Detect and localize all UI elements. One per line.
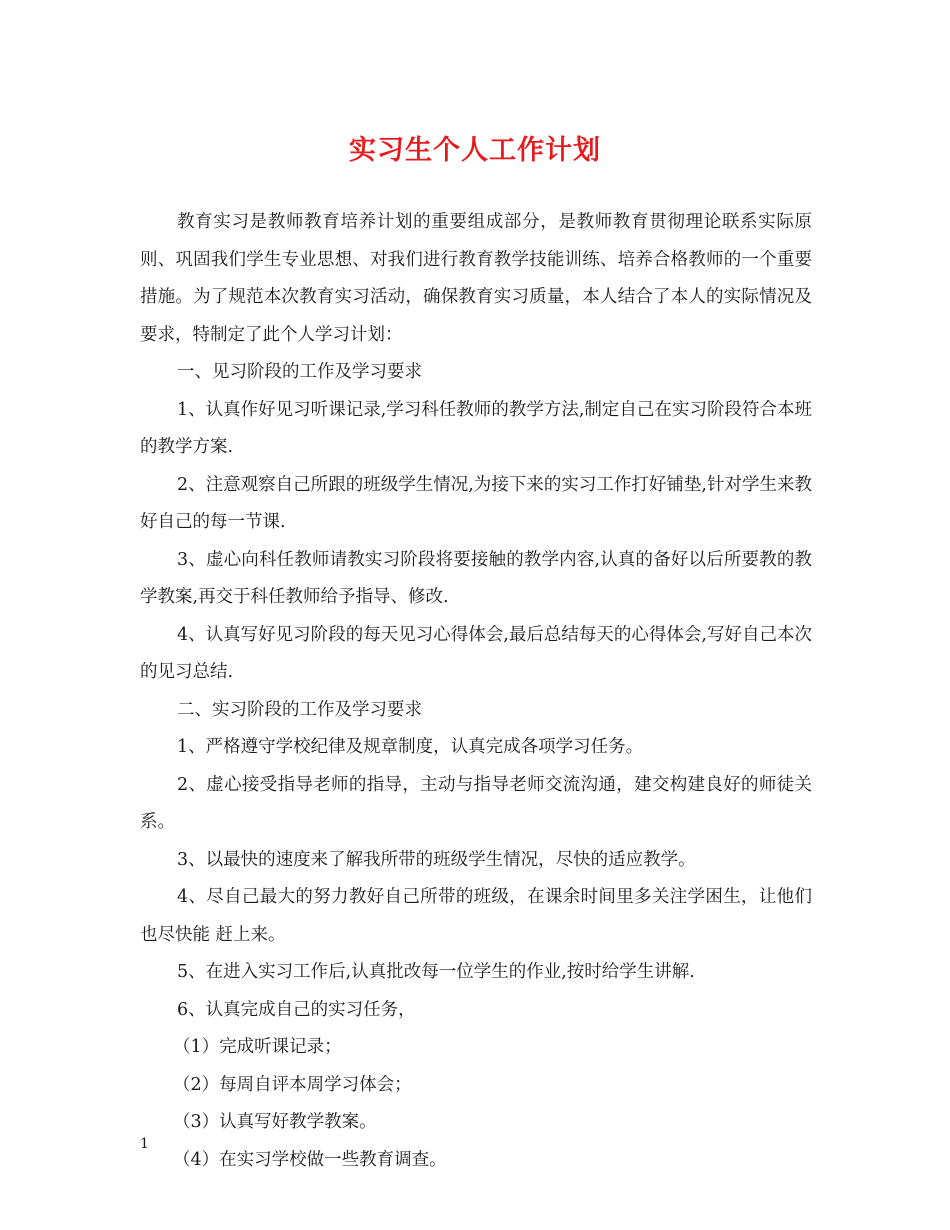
list-item: 4、认真写好见习阶段的每天见习心得体会,最后总结每天的心得体会,写好自己本次的见习总结. [140, 624, 812, 682]
list-item: 3、以最快的速度来了解我所带的班级学生情况，尽快的适应教学。 [177, 849, 696, 870]
list-item: 6、认真完成自己的实习任务， [177, 999, 416, 1020]
intro-paragraph: 教育实习是教师教育培养计划的重要组成部分，是教师教育贯彻理论联系实际原则、巩固我们学生专业思想、对我们进行教育教学技能训练、培养合格教师的一个重要措施。为了规范本次教育实习活动，确保教育实习质量，本人结合了本人的实际情况及要求，特制定了此个人学习计划： [140, 212, 812, 345]
section-heading-2: 二、实习阶段的工作及学习要求 [177, 699, 422, 720]
document-title: 实习生个人工作计划 [349, 135, 601, 166]
page-number: 1 [140, 1136, 149, 1152]
sub-item: （1）完成听课记录； [173, 1037, 342, 1057]
sub-item: （2）每周自评本周学习体会； [173, 1074, 412, 1095]
document-body [140, 204, 812, 1179]
sub-item: （4）在实习学校做一些教育调查。 [173, 1149, 447, 1170]
list-item: 2、注意观察自己所跟的班级学生情况,为接下来的实习工作打好铺垫,针对学生来教好自己的每一节课. [140, 474, 812, 532]
list-item: 2、虚心接受指导老师的指导，主动与指导老师交流沟通，建交构建良好的师徒关系。 [140, 774, 812, 832]
list-item: 4、尽自己最大的努力教好自己所带的班级，在课余时间里多关注学困生，让他们也尽快能 赶上来。 [140, 887, 812, 945]
list-item: 1、严格遵守学校纪律及规章制度，认真完成各项学习任务。 [177, 737, 644, 757]
sub-item: （3）认真写好教学教案。 [173, 1112, 377, 1132]
list-item: 3、虚心向科任教师请教实习阶段将要接触的教学内容,认真的备好以后所要教的教学教案,再交于科任教师给予指导、修改. [140, 549, 812, 607]
section-heading-1: 一、见习阶段的工作及学习要求 [177, 362, 422, 382]
list-item: 5、在进入实习工作后,认真批改每一位学生的作业,按时给学生讲解. [177, 962, 695, 982]
list-item: 1、认真作好见习听课记录,学习科任教师的教学方法,制定自己在实习阶段符合本班的教学方案. [140, 399, 812, 457]
